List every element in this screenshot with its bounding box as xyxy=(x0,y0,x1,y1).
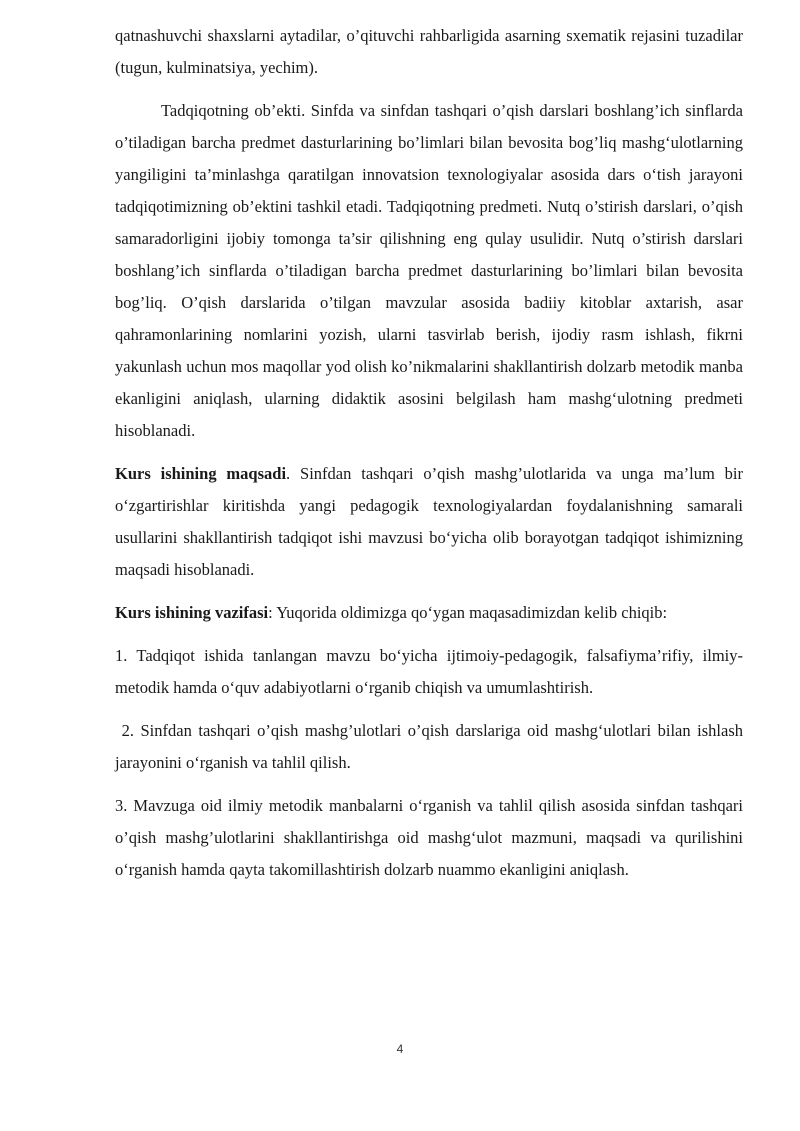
paragraph-object-subject: Tadqiqotning ob’ekti. Sinfda va sinfdan tashqari o’qish darslari boshlang’ich sinflarda o’tiladigan barcha predmet dasturlarining bo’limlari bilan bevosita bog’liq mashg‘ulotlarning yangiligini ta’minlashga qaratilgan innovatsion texnologiyalar asosida dars o‘tish jarayoni tadqiqotimizning ob’ektini tashkil etadi. Tadqiqotning predmeti. Nutq o’stirish darslari, o’qish samaradorligini ijobiy tomonga ta’sir qilishning eng qulay usulidir. Nutq o’stirish darslari boshlang’ich sinflarda o’tiladigan barcha predmet dasturlarining bo’limlari bilan bevosita bog’liq. O’qish darslarida o’tilgan mavzular asosida badiiy kitoblar axtarish, asar qahramonlarining nomlarini yozish, ularni tasvirlab berish, ijodiy rasm ishlash, fikrni yakunlash uchun mos maqollar yod olish ko’nikmalarini shakllantirish dolzarb metodik manba ekanligini aniqlash, ularning didaktik asosini belgilash ham mashg‘ulotning predmeti hisoblanadi. xyxy=(115,101,743,440)
paragraph-intro: qatnashuvchi shaxslarni aytadilar, o’qituvchi rahbarligida asarning sxematik rejasini tuzadilar (tugun, kulminatsiya, yechim). xyxy=(115,26,743,77)
task-item-2: 2. Sinfdan tashqari o’qish mashg’ulotlari o’qish darslariga oid mashg‘ulotlari bilan ishlash jarayonini o‘rganish va tahlil qilish. xyxy=(115,721,748,772)
tasks-heading: Kurs ishining vazifasi xyxy=(115,603,269,622)
task-item-3: 3. Mavzuga oid ilmiy metodik manbalarni o‘rganish va tahlil qilish asosida sinfdan tashqari o’qish mashg’ulotlarini shakllantirishga oid mashg‘ulot mazmuni, maqsadi va qurilishini o‘rganish hamda qayta takomillashtirish dolzarb nuammo ekanligini aniqlash. xyxy=(115,796,743,879)
paragraph-tasks xyxy=(115,597,743,629)
tasks-text: : Yuqorida oldimizga qo‘ygan maqasadimizdan kelib chiqib: xyxy=(268,603,668,622)
page-number: 4 xyxy=(396,1042,404,1056)
goal-heading: Kurs ishining maqsadi xyxy=(115,464,287,483)
paragraph-goal xyxy=(115,458,743,586)
task-item-1: 1. Tadqiqot ishida tanlangan mavzu bo‘yicha ijtimoiy-pedagogik, falsafiyma’rifiy, ilmiy-metodik hamda o‘quv adabiyotlarni o‘rganib chiqish va umumlashtirish. xyxy=(115,646,743,697)
goal-text: . Sinfdan tashqari o’qish mashg’ulotlarida va unga ma’lum bir o‘zgartirishlar kiritishda yangi pedagogik texnologiyalardan foydalanishning samarali usullarini shakllantirish tadqiqot ishi mavzusi bo‘yicha olib borayotgan tadqiqot ishimizning maqsadi hisoblanadi. xyxy=(115,464,743,579)
document-body xyxy=(115,20,748,886)
